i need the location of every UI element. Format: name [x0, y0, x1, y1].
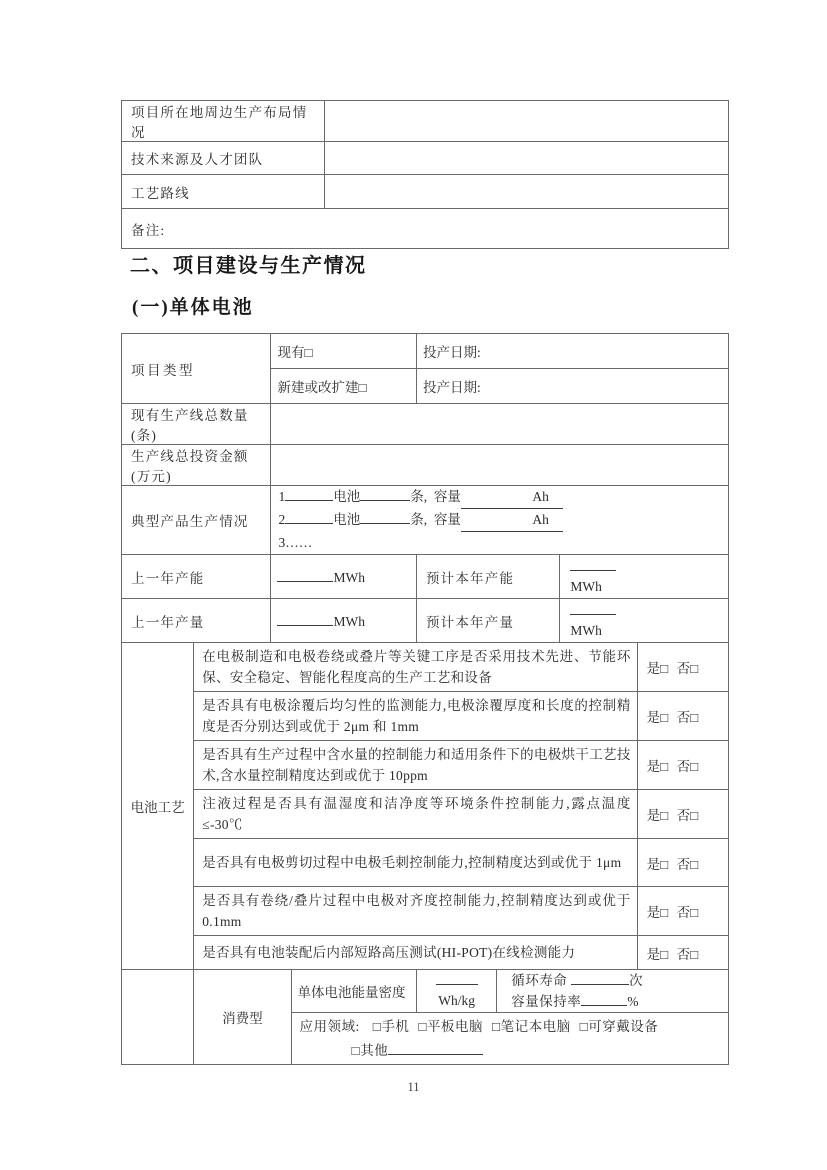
category-outer-cell [122, 970, 194, 1065]
project-type-label: 项目类型 [122, 334, 271, 404]
section-title: 二、项目建设与生产情况 [130, 255, 367, 277]
project-type-new-checkbox: 新建或改扩建□ [271, 369, 416, 404]
yes-no-checkboxes: 是□ 否□ [637, 839, 728, 887]
yes-no-checkboxes: 是□ 否□ [637, 936, 728, 970]
info-label-process-route: 工艺路线 [122, 175, 325, 209]
yes-no-checkboxes: 是□ 否□ [637, 643, 728, 692]
forecast-output-value: MWh [560, 599, 729, 643]
table-row [122, 142, 729, 175]
info-value-tech-source [325, 142, 729, 175]
table-row [122, 741, 729, 790]
production-date-label-1: 投产日期: [416, 334, 728, 369]
application-options: 应用领域: □手机 □平板电脑 □笔记本电脑 □可穿戴设备 [299, 1018, 659, 1034]
process-question: 注液过程是否具有温湿度和洁净度等环境条件控制能力,露点温度≤-30℃ [194, 790, 637, 839]
blank-field [570, 601, 616, 615]
yes-no-checkboxes: 是□ 否□ [637, 790, 728, 839]
line-count-label: 现有生产线总数量(条) [122, 404, 271, 445]
typical-products-content [271, 486, 729, 555]
blank-field [285, 487, 333, 501]
checkbox-tablet: □平板电脑 [418, 1018, 483, 1034]
production-date-label-2: 投产日期: [416, 369, 728, 404]
table-row [122, 101, 729, 142]
table-row [122, 209, 729, 249]
typical-products-label: 典型产品生产情况 [122, 486, 271, 555]
checkbox-wearable: □可穿戴设备 [579, 1018, 659, 1034]
process-section-label: 电池工艺 [122, 643, 194, 970]
blank-field [570, 557, 616, 571]
table-row [122, 599, 729, 643]
application-other: □其他 [300, 1039, 722, 1063]
retention-line: 容量保持率 % [511, 994, 639, 1009]
process-question: 是否具有电池装配后内部短路高压测试(HI-POT)在线检测能力 [194, 936, 637, 970]
info-table [121, 100, 729, 249]
typical-product-line-2: 2 电池 条, 容量 Ah [278, 509, 722, 532]
forecast-capacity-label: 预计本年产能 [416, 555, 559, 599]
last-year-output-value: MWh [271, 599, 416, 643]
typical-product-line-3: 3…… [278, 535, 313, 550]
consumer-category-label: 消费型 [194, 970, 291, 1065]
table-row [122, 887, 729, 936]
investment-value [271, 445, 729, 486]
process-question: 是否具有卷绕/叠片过程中电极对齐度控制能力,控制精度达到或优于 0.1mm [194, 887, 637, 936]
blank-field [360, 510, 410, 524]
cycle-life-line: 循环寿命 次 [511, 973, 644, 988]
application-field-cell [291, 1013, 728, 1065]
battery-form-table [121, 333, 729, 1065]
last-year-output-label: 上一年产量 [122, 599, 271, 643]
capacity-blank-field: Ah [461, 486, 563, 509]
table-row [122, 334, 729, 369]
capacity-blank-field: Ah [461, 509, 563, 532]
cycle-life-cell [497, 970, 729, 1013]
info-label-tech-source: 技术来源及人才团队 [122, 142, 325, 175]
blank-field [571, 984, 629, 985]
yes-no-checkboxes: 是□ 否□ [637, 887, 728, 936]
info-value-process-route [325, 175, 729, 209]
blank-field [388, 1041, 483, 1055]
last-year-capacity-value: MWh [271, 555, 416, 599]
blank-field [277, 612, 333, 626]
energy-density-label: 单体电池能量密度 [291, 970, 416, 1013]
project-type-existing-checkbox: 现有□ [271, 334, 416, 369]
table-row [122, 970, 729, 1013]
process-question: 是否具有生产过程中含水量的控制能力和适用条件下的电极烘干工艺技术,含水量控制精度达到或优于 10ppm [194, 741, 637, 790]
yes-no-checkboxes: 是□ 否□ [637, 692, 728, 741]
blank-field [436, 971, 478, 985]
blank-field [360, 487, 410, 501]
blank-field [581, 992, 627, 1006]
table-row [122, 175, 729, 209]
info-value-surrounding-layout [325, 101, 729, 142]
forecast-output-label: 预计本年产量 [416, 599, 559, 643]
table-row [122, 404, 729, 445]
process-question: 是否具有电极剪切过程中电极毛刺控制能力,控制精度达到或优于 1μm [194, 839, 637, 887]
info-note-label: 备注: [122, 209, 729, 249]
checkbox-phone: □手机 [372, 1018, 410, 1034]
process-question: 是否具有电极涂覆后均匀性的监测能力,电极涂覆厚度和长度的控制精度是否分别达到或优于 2μm 和 1mm [194, 692, 637, 741]
checkbox-laptop: □笔记本电脑 [492, 1018, 571, 1034]
table-row [122, 643, 729, 692]
page-number: 11 [407, 1080, 420, 1094]
table-row [122, 839, 729, 887]
table-row [122, 692, 729, 741]
table-row [122, 790, 729, 839]
blank-field [277, 568, 333, 582]
last-year-capacity-label: 上一年产能 [122, 555, 271, 599]
blank-field [285, 510, 333, 524]
process-question: 在电极制造和电极卷绕或叠片等关键工序是否采用技术先进、节能环保、安全稳定、智能化程度高的生产工艺和设备 [194, 643, 637, 692]
section-subtitle: (一)单体电池 [132, 297, 254, 318]
forecast-capacity-value: MWh [560, 555, 729, 599]
line-count-value [271, 404, 729, 445]
table-row [122, 486, 729, 555]
yes-no-checkboxes: 是□ 否□ [637, 741, 728, 790]
energy-density-value: Wh/kg [416, 970, 496, 1013]
table-row [122, 555, 729, 599]
table-row [122, 936, 729, 970]
typical-product-line-1: 1 电池 条, 容量 Ah [278, 486, 722, 509]
info-label-surrounding-layout: 项目所在地周边生产布局情况 [122, 101, 325, 142]
table-row [122, 445, 729, 486]
investment-label: 生产线总投资金额(万元) [122, 445, 271, 486]
